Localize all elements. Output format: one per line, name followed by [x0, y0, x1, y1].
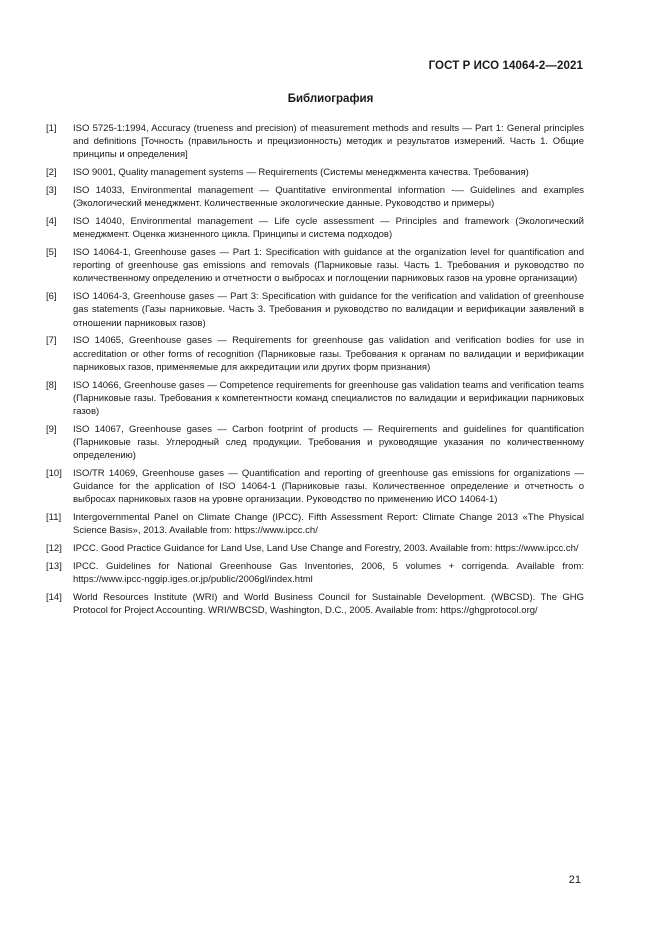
entry-text: ISO 14064-1, Greenhouse gases — Part 1: Specification with guidance at the organization level for quantification and reporting of greenhouse gas emissions and removals (Парниковые газы. Часть 1. Требования и руководство по количественному определению и отчетности о выбросах и поглощении парниковых газов на уровне организации) [73, 247, 584, 285]
entry-text: ISO 5725-1:1994, Accuracy (trueness and precision) of measurement methods and results — Part 1: General principles and definitions [Точность (правильность и прецизионность) методик и результатов измерений. Часть 1. Общие принципы и определения] [73, 123, 584, 161]
bibliography-entry [46, 560, 584, 586]
page-title: Библиография [287, 93, 374, 105]
bibliography-entry [46, 184, 584, 210]
entry-text: ISO 14065, Greenhouse gases — Requirements for greenhouse gas validation and verification bodies for use in accreditation or other forms of recognition (Парниковые газы. Требования к органам по валидации и верификации парниковых газов, применяемые для аккредитации или других форм признания) [73, 335, 584, 373]
entry-text: ISO 14064-3, Greenhouse gases — Part 3: Specification with guidance for the verification and validation of greenhouse gas statements (Газы парниковые. Часть 3. Требования и руководство по валидации и верификации заявлений в отношении парниковых газов) [73, 291, 584, 329]
bibliography-list [46, 122, 584, 622]
entry-number: [2] [46, 167, 57, 179]
entry-number: [14] [46, 592, 62, 604]
entry-text: ISO 9001, Quality management systems — Requirements (Системы менеджмента качества. Требования) [73, 167, 529, 179]
document-identifier: ГОСТ Р ИСО 14064-2—2021 [428, 60, 583, 72]
entry-text: ISO 14040, Environmental management — Life cycle assessment — Principles and framework (Экологический менеджмент. Оценка жизненного цикла. Принципы и система подходов) [73, 216, 584, 241]
bibliography-entry [46, 379, 584, 419]
entry-number: [11] [46, 512, 62, 524]
bibliography-entry [46, 511, 584, 537]
entry-number: [9] [46, 423, 57, 435]
bibliography-entry [46, 334, 584, 374]
bibliography-entry [46, 166, 584, 179]
bibliography-entry [46, 290, 584, 330]
entry-number: [10] [46, 468, 62, 480]
bibliography-entry [46, 122, 584, 162]
entry-text: IPCC. Good Practice Guidance for Land Use, Land Use Change and Forestry, 2003. Available from: https://www.ipcc.ch/ [73, 543, 579, 555]
bibliography-entry [46, 246, 584, 286]
entry-text: ISO/TR 14069, Greenhouse gases — Quantification and reporting of greenhouse gas emissions for organizations — Guidance for the application of ISO 14064-1 (Парниковые газы. Количественное определение и отчетность о выбросах парниковых газов на уровне организации. Руководство по применению ИСО 14064-1) [73, 468, 584, 506]
page-number: 21 [568, 874, 581, 886]
entry-text: ISO 14067, Greenhouse gases — Carbon footprint of products — Requirements and guidelines for quantification (Парниковые газы. Углеродный след продукции. Требования и руководящие указания по количественному определению) [73, 423, 584, 462]
bibliography-entry [46, 542, 584, 555]
bibliography-entry [46, 215, 584, 241]
entry-text: ISO 14033, Environmental management — Quantitative environmental information -— Guidelines and examples (Экологический менеджмент. Количественные экологические данные. Руководство и примеры) [73, 185, 584, 210]
entry-text: ISO 14066, Greenhouse gases — Competence requirements for greenhouse gas validation teams and verification teams (Парниковые газы. Требования к компетентности команд специалистов по валидации и верификации парниковых газов) [73, 379, 584, 418]
entry-number: [6] [46, 291, 57, 303]
entry-number: [8] [46, 379, 57, 391]
entry-number: [7] [46, 335, 57, 347]
entry-number: [5] [46, 247, 57, 258]
entry-text: IPCC. Guidelines for National Greenhouse Gas Inventories, 2006, 5 volumes + corrigenda. Available from: https://www.ipcc-nggip.iges.or.jp/public/2006gl/index.html [73, 561, 584, 586]
entry-number: [3] [46, 185, 57, 196]
bibliography-entry [46, 423, 584, 463]
entry-number: [12] [46, 543, 62, 555]
bibliography-entry [46, 591, 584, 617]
entry-text: Intergovernmental Panel on Climate Change (IPCC). Fifth Assessment Report: Climate Change 2013 «The Physical Science Basis», 2013. Available from: https://www.ipcc.ch/ [73, 512, 584, 537]
entry-number: [13] [46, 561, 62, 573]
entry-text: World Resources Institute (WRI) and World Business Council for Sustainable Development. (WBCSD). The GHG Protocol for Project Accounting. WRI/WBCSD, Washington, D.C., 2005. Available from: https://ghgprotocol.org/ [73, 592, 584, 617]
entry-number: [1] [46, 123, 57, 134]
entry-number: [4] [46, 216, 57, 227]
bibliography-entry [46, 467, 584, 507]
